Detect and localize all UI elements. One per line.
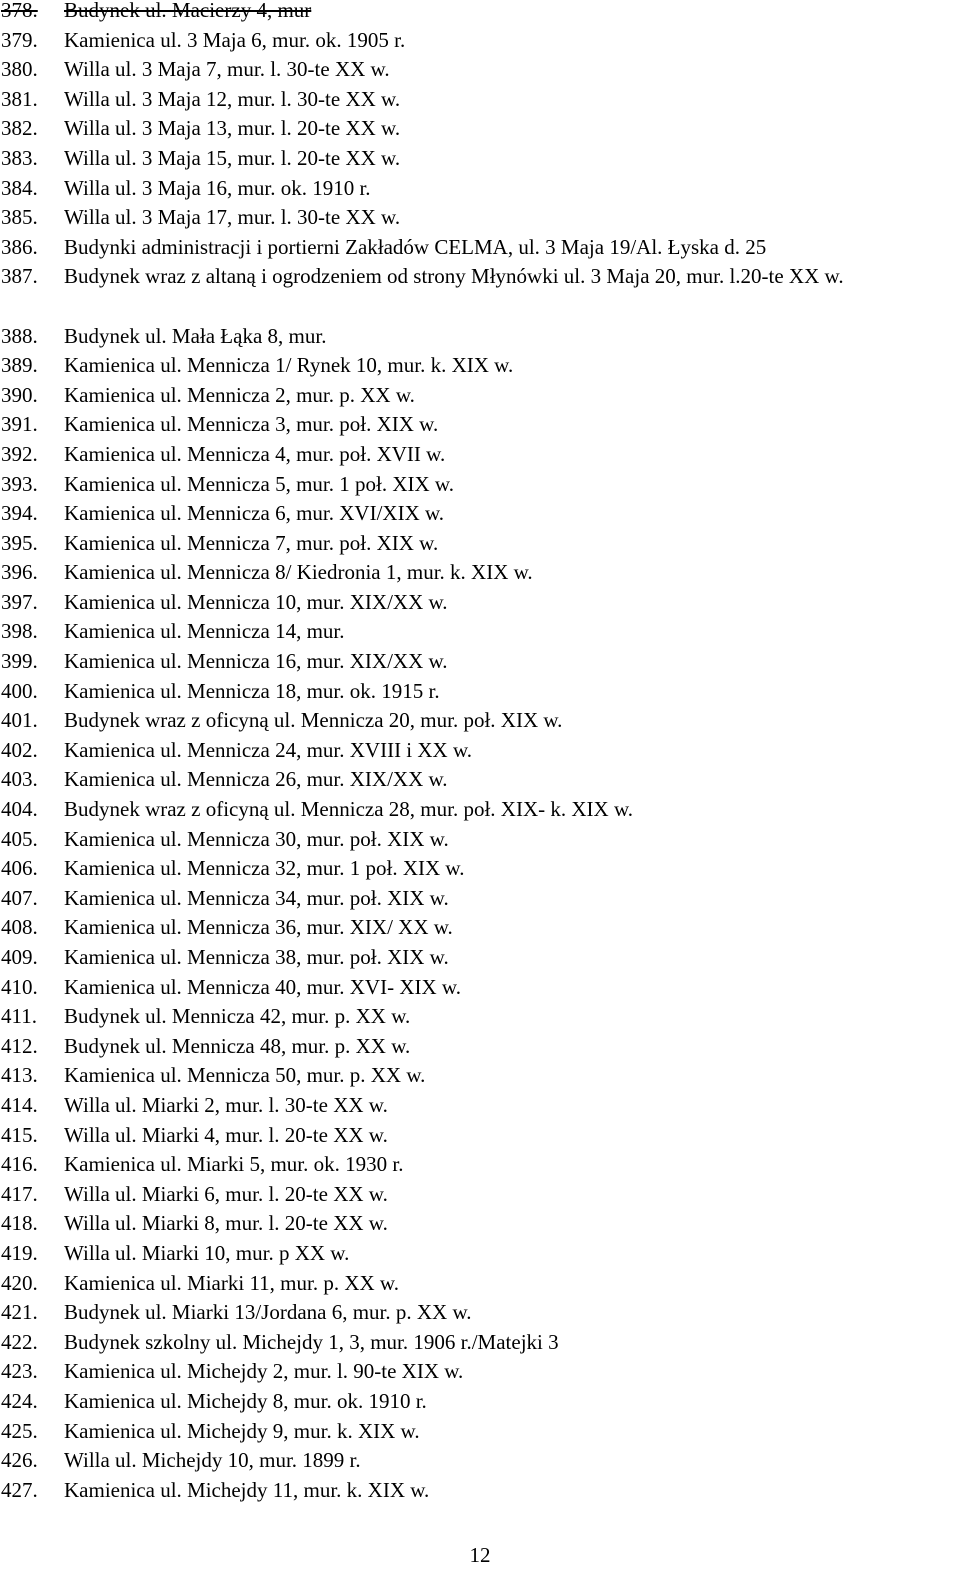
entry-text: Kamienica ul. Mennicza 38, mur. poł. XIX w. xyxy=(64,945,449,969)
list-item xyxy=(0,884,960,914)
entry-text: Kamienica ul. Mennicza 14, mur. xyxy=(64,619,345,644)
list-item xyxy=(0,1121,960,1151)
list-item xyxy=(0,0,960,26)
list-item xyxy=(0,1091,960,1121)
entry-text: Kamienica ul. Mennicza 10, mur. XIX/XX w. xyxy=(64,589,448,614)
list-item xyxy=(0,85,960,115)
entry-text: Kamienica ul. Mennicza 24, mur. XVIII i XX w. xyxy=(64,737,473,762)
list-item xyxy=(0,706,960,736)
list-item xyxy=(0,973,960,1003)
entry-text: Kamienica ul. Mennicza 32, mur. 1 poł. XIX w. xyxy=(64,856,465,881)
list-item xyxy=(0,1357,960,1387)
entry-number: 397. xyxy=(1,589,38,614)
list-item xyxy=(0,765,960,795)
entry-text: Kamienica ul. Michejdy 9, mur. k. XIX w. xyxy=(64,1418,420,1443)
entry-text: Kamienica ul. Michejdy 8, mur. ok. 1910 r. xyxy=(64,1388,427,1413)
entry-number: 420. xyxy=(1,1270,38,1295)
list-item xyxy=(0,1061,960,1091)
list-item xyxy=(0,795,960,825)
list-item xyxy=(0,1180,960,1210)
entry-text: Budynki administracji i portierni Zakładów CELMA, ul. 3 Maja 19/Al. Łyska d. 25 xyxy=(64,234,767,259)
list-item xyxy=(0,233,960,263)
entry-number: 379. xyxy=(1,27,38,52)
list-item xyxy=(0,440,960,470)
list-item xyxy=(0,174,960,204)
entry-text: Willa ul. Miarki 8, mur. l. 20-te XX w. xyxy=(64,1211,388,1236)
entry-number: 413. xyxy=(1,1063,38,1088)
entry-number: 422. xyxy=(1,1329,38,1354)
entry-number: 405. xyxy=(1,826,38,851)
list-item xyxy=(0,677,960,707)
entry-text: Kamienica ul. Mennicza 5, mur. 1 poł. XIX w. xyxy=(64,471,454,496)
entry-text: Willa ul. 3 Maja 16, mur. ok. 1910 r. xyxy=(64,175,371,200)
entry-text: Kamienica ul. Mennicza 26, mur. XIX/XX w. xyxy=(64,767,448,792)
list-item xyxy=(0,1417,960,1447)
entry-text: Willa ul. 3 Maja 12, mur. l. 30-te XX w. xyxy=(64,86,401,111)
entry-text: Budynek ul. Mała Łąka 8, mur. xyxy=(64,323,327,348)
entry-text: Kamienica ul. Mennicza 40, mur. XVI- XIX w. xyxy=(64,974,461,999)
entry-number: 406. xyxy=(1,856,38,881)
entry-text: Budynek ul. Mennicza 48, mur. p. XX w. xyxy=(64,1033,411,1058)
entry-text: Budynek wraz z oficyną ul. Mennicza 28, mur. poł. XIX- k. XIX w. xyxy=(64,797,633,822)
list-item xyxy=(0,647,960,677)
entry-number: 407. xyxy=(1,885,38,910)
entry-number: 387. xyxy=(1,264,38,289)
entry-number: 404. xyxy=(1,797,38,822)
entry-text: Willa ul. Miarki 4, mur. l. 20-te XX w. xyxy=(64,1122,388,1147)
entry-number: 402. xyxy=(1,737,38,762)
list-item xyxy=(0,1150,960,1180)
entry-text: Kamienica ul. Mennicza 3, mur. poł. XIX w. xyxy=(64,412,439,437)
list-item xyxy=(0,617,960,647)
entry-text: Kamienica ul. Miarki 11, mur. p. XX w. xyxy=(64,1270,399,1295)
entry-text: Kamienica ul. Mennicza 7, mur. poł. XIX w. xyxy=(64,530,439,555)
entry-text: Willa ul. Miarki 2, mur. l. 30-te XX w. xyxy=(64,1092,388,1117)
entry-number: 412. xyxy=(1,1033,38,1058)
entry-number: 423. xyxy=(1,1359,38,1384)
entry-text: Kamienica ul. Mennicza 4, mur. poł. XVII w. xyxy=(64,441,446,466)
entry-number: 393. xyxy=(1,471,38,496)
list-item xyxy=(0,1476,960,1506)
entry-number: 400. xyxy=(1,678,38,703)
entry-number: 389. xyxy=(1,353,38,378)
entry-number: 417. xyxy=(1,1181,38,1206)
list-item xyxy=(0,1002,960,1032)
entry-number: 410. xyxy=(1,974,38,999)
entry-text: Willa ul. Miarki 6, mur. l. 20-te XX w. xyxy=(64,1181,388,1206)
entry-number: 398. xyxy=(1,619,38,644)
entry-text: Kamienica ul. Mennicza 1/ Rynek 10, mur. k. XIX w. xyxy=(64,353,514,378)
entry-text: Kamienica ul. 3 Maja 6, mur. ok. 1905 r. xyxy=(64,27,406,52)
entry-text: Willa ul. Michejdy 10, mur. 1899 r. xyxy=(64,1448,361,1473)
entry-number: 385. xyxy=(1,205,38,230)
entry-text: Kamienica ul. Mennicza 2, mur. p. XX w. xyxy=(64,382,415,407)
list-item xyxy=(0,203,960,233)
entry-number: 382. xyxy=(1,116,38,141)
entry-text: Budynek ul. Mennicza 42, mur. p. XX w. xyxy=(64,1004,411,1029)
entry-number: 425. xyxy=(1,1418,38,1443)
entry-number: 414. xyxy=(1,1092,38,1117)
entry-text: Budynek wraz z oficyną ul. Mennicza 20, mur. poł. XIX w. xyxy=(64,708,563,733)
list-item xyxy=(0,55,960,85)
entry-text: Kamienica ul. Michejdy 11, mur. k. XIX w. xyxy=(64,1477,430,1502)
entry-number: 421. xyxy=(1,1300,38,1325)
list-item xyxy=(0,381,960,411)
list-item xyxy=(0,1032,960,1062)
list-item xyxy=(0,736,960,766)
list-item xyxy=(0,144,960,174)
entry-text: Budynek ul. Miarki 13/Jordana 6, mur. p. XX w. xyxy=(64,1300,472,1325)
list-item xyxy=(0,470,960,500)
entry-text: Budynek ul. Macierzy 4, mur xyxy=(64,0,312,22)
list-item xyxy=(0,351,960,381)
entry-number: 381. xyxy=(1,86,38,111)
entry-number: 411. xyxy=(1,1004,37,1029)
entry-number: 399. xyxy=(1,649,38,674)
list-item xyxy=(0,943,960,973)
entry-text: Kamienica ul. Miarki 5, mur. ok. 1930 r. xyxy=(64,1152,404,1177)
entry-text: Willa ul. 3 Maja 13, mur. l. 20-te XX w. xyxy=(64,116,401,141)
list-item xyxy=(0,262,960,321)
entry-number: 386. xyxy=(1,234,38,259)
entry-number: 395. xyxy=(1,530,38,555)
entry-number: 396. xyxy=(1,560,38,585)
entry-text: Willa ul. 3 Maja 7, mur. l. 30-te XX w. xyxy=(64,57,390,82)
entry-number: 378. xyxy=(1,0,38,22)
page-number: 12 xyxy=(469,1543,491,1567)
entry-text: Kamienica ul. Mennicza 30, mur. poł. XIX w. xyxy=(64,826,449,851)
entry-number: 426. xyxy=(1,1448,38,1473)
list-item xyxy=(0,114,960,144)
list-item xyxy=(0,1446,960,1476)
list-item xyxy=(0,410,960,440)
list-item xyxy=(0,529,960,559)
entry-text: Kamienica ul. Mennicza 34, mur. poł. XIX w. xyxy=(64,885,449,910)
entry-number: 390. xyxy=(1,382,38,407)
entry-text: Kamienica ul. Mennicza 18, mur. ok. 1915 r. xyxy=(64,678,440,703)
entry-text: Kamienica ul. Mennicza 36, mur. XIX/ XX w. xyxy=(64,915,453,940)
entry-number: 380. xyxy=(1,57,38,82)
entry-number: 391. xyxy=(1,412,38,437)
list-item xyxy=(0,26,960,56)
entry-number: 392. xyxy=(1,441,38,466)
entry-text: Budynek szkolny ul. Michejdy 1, 3, mur. 1906 r./Matejki 3 xyxy=(64,1329,559,1354)
list-item xyxy=(0,1269,960,1299)
list-item xyxy=(0,1328,960,1358)
list-item xyxy=(0,499,960,529)
list-item xyxy=(0,588,960,618)
list-item xyxy=(0,825,960,855)
entry-text: Budynek wraz z altaną i ogrodzeniem od strony Młynówki ul. 3 Maja 20, mur. l.20-te XX w. xyxy=(64,264,844,289)
entry-text: Willa ul. Miarki 10, mur. p XX w. xyxy=(64,1240,350,1265)
entry-number: 416. xyxy=(1,1152,38,1177)
entry-number: 409. xyxy=(1,945,38,969)
entry-text: Willa ul. 3 Maja 17, mur. l. 30-te XX w. xyxy=(64,205,401,230)
entry-text: Kamienica ul. Mennicza 16, mur. XIX/XX w. xyxy=(64,649,448,674)
entry-text: Willa ul. 3 Maja 15, mur. l. 20-te XX w. xyxy=(64,145,401,170)
list-item xyxy=(0,913,960,943)
entry-number: 384. xyxy=(1,175,38,200)
entry-number: 415. xyxy=(1,1122,38,1147)
entry-number: 424. xyxy=(1,1388,38,1413)
entry-text: Kamienica ul. Mennicza 6, mur. XVI/XIX w. xyxy=(64,501,445,526)
entry-text: Kamienica ul. Michejdy 2, mur. l. 90-te XIX w. xyxy=(64,1359,464,1384)
entry-number: 408. xyxy=(1,915,38,940)
entry-text: Kamienica ul. Mennicza 50, mur. p. XX w. xyxy=(64,1063,426,1088)
list-item xyxy=(0,558,960,588)
entry-text: Kamienica ul. Mennicza 8/ Kiedronia 1, mur. k. XIX w. xyxy=(64,560,533,585)
entry-number: 383. xyxy=(1,145,38,170)
list-item xyxy=(0,1239,960,1269)
entry-number: 418. xyxy=(1,1211,38,1236)
list-item xyxy=(0,1209,960,1239)
entry-number: 419. xyxy=(1,1240,38,1265)
entry-number: 394. xyxy=(1,501,38,526)
list-item xyxy=(0,1387,960,1417)
entry-number: 427. xyxy=(1,1477,38,1502)
list-item xyxy=(0,1298,960,1328)
list-item xyxy=(0,854,960,884)
entry-number: 388. xyxy=(1,323,38,348)
entry-number: 401. xyxy=(1,708,38,733)
list-item xyxy=(0,322,960,352)
entry-number: 403. xyxy=(1,767,38,792)
